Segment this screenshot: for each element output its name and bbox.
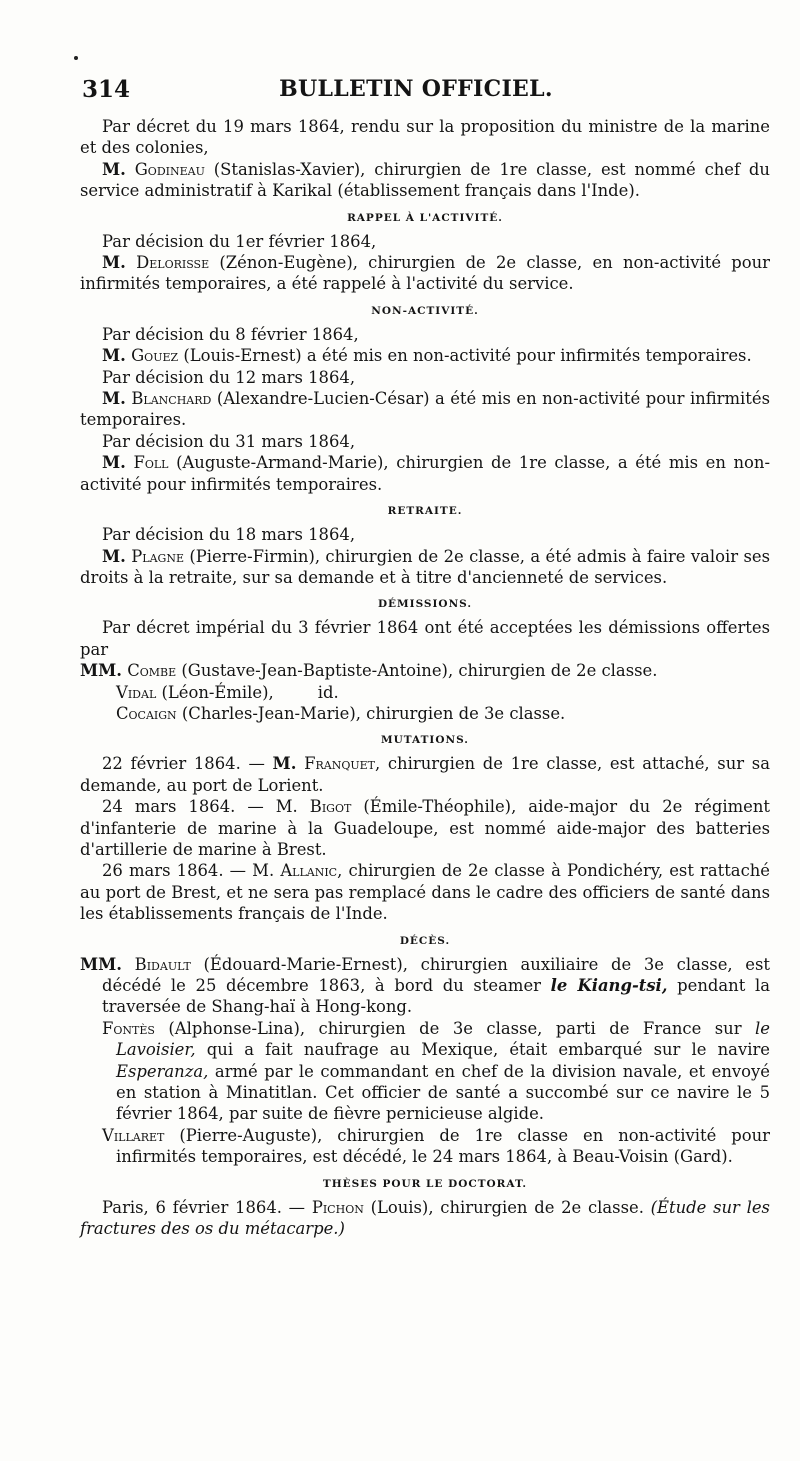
non-activite-entry-2: M. Blanchard (Alexandre-Lucien-César) a été mis en non-activité pour infirmités temporaires. [80,389,770,430]
demissions-decree: Par décret impérial du 3 février 1864 ont été acceptées les démissions offertes par [80,618,770,659]
deces-entry-3: Villaret (Pierre-Auguste), chirurgien de 1re classe en non-activité pour infirmités temporaires, est décédé, le 24 mars 1864, à Beau-Voisin (Gard). [102,1125,770,1167]
section-title-theses: THÈSES POUR LE DOCTORAT. [322,1177,528,1190]
retraite-entry: M. Plagne (Pierre-Firmin), chirurgien de 2e classe, a été admis à faire valoir ses droits à la retraite, sur sa demande et à titre d'ancienneté de services. [80,546,770,587]
section-title-mutations: MUTATIONS. [381,734,469,747]
ink-mark [74,56,78,60]
person-name: Foll [133,453,169,473]
person-name: Bigot [309,797,352,817]
running-title: BULLETIN OFFICIEL. [279,76,553,102]
person-name: Allanic, [280,861,343,881]
rappel-entry: M. Delorisse (Zénon-Eugène), chirurgien de 2e classe, en non-activité pour infirmités temporaires, a été rappelé à l'activité du service. [80,253,771,294]
person-name: Godineau [134,159,205,179]
intro-appointment: M. Godineau (Stanislas-Xavier), chirurgien de 1re classe, est nommé chef du service administratif à Karikal (établissement français dans l'Inde). [80,159,770,201]
rappel-decision: Par décision du 1er février 1864, [102,231,377,251]
person-name: Villaret [102,1125,165,1145]
person-name: Pichon [311,1197,364,1217]
section-title-retraite: RETRAITE. [387,505,463,518]
thesis-title: (Étude sur les fractures des os du métacarpe.) [80,1197,770,1239]
section-title-demissions: DÉMISSIONS. [377,598,473,611]
non-activite-decision-2: Par décision du 12 mars 1864, [102,367,356,387]
section-title-deces: DÉCÈS. [399,934,451,947]
section-title-non-activite: NON-ACTIVITÉ. [371,304,479,317]
person-name: Bidault [134,954,191,974]
these-entry: Paris, 6 février 1864. — Pichon (Louis), chirurgien de 2e classe. (Étude sur les fractures des os du métacarpe.) [80,1197,770,1239]
person-name: Vidal [116,682,157,702]
person-name: Gouez [131,346,179,366]
non-activite-entry-3: M. Foll (Auguste-Armand-Marie), chirurgien de 1re classe, a été mis en non-activité pour infirmités temporaires. [80,453,770,494]
deces-entry-2: Fontès (Alphonse-Lina), chirurgien de 3e classe, parti de France sur le Lavoisier, qui a fait naufrage au Mexique, était embarqué sur le navire Esperanza, armé par le commandant en chef de la division navale, et envoyé en station à Minatitlan. Cet officier de santé a succombé sur ce navire le 5 février 1864, par suite de fièvre pernicieuse algide. [102,1018,770,1124]
section-title-rappel: RAPPEL À L'ACTIVITÉ. [347,211,503,224]
demission-row-3: Cocaign (Charles-Jean-Marie), chirurgien de 3e classe. [116,703,566,723]
person-name: Cocaign [116,703,177,723]
non-activite-decision-3: Par décision du 31 mars 1864, [102,431,356,451]
person-name: Blanchard [131,389,212,409]
person-name: Delorisse [136,253,210,273]
ship-name: Esperanza, [116,1061,209,1081]
idem-mark: id. [317,682,339,702]
running-header [82,76,750,108]
deces-entry-1: MM. Bidault (Édouard-Marie-Ernest), chirurgien auxiliaire de 3e classe, est décédé le 25 décembre 1863, à bord du steamer le Kiang-tsi, pendant la traversée de Shang-haï à Hong-kong. [80,954,770,1017]
non-activite-decision-1: Par décision du 8 février 1864, [102,324,359,344]
person-name: Combe [127,661,177,681]
person-name: Fontès [102,1018,155,1038]
mutation-entry-1: 22 février 1864. — M. Franquet, chirurgien de 1re classe, est attaché, sur sa demande, au port de Lorient. [80,754,770,795]
ship-name: le Kiang-tsi, [550,976,668,995]
person-name: Franquet, [304,754,381,774]
body-text [80,116,770,1239]
demission-row-2: Vidal (Léon-Émile), id. [116,682,339,702]
mutation-entry-3: 26 mars 1864. — M. Allanic, chirurgien de 2e classe à Pondichéry, est rattaché au port de Brest, et ne sera pas remplacé dans le cadre des officiers de santé dans les établissements français de l'Inde. [80,861,771,924]
page-number: 314 [82,76,131,103]
person-name: Plagne [131,546,184,566]
mutation-entry-2: 24 mars 1864. — M. Bigot (Émile-Théophile), aide-major du 2e régiment d'infanterie de marine à la Guadeloupe, est nommé aide-major des batteries d'artillerie de marine à Brest. [80,797,770,859]
retraite-decision: Par décision du 18 mars 1864, [102,525,356,545]
ship-name: le Lavoisier, [116,1018,770,1060]
demission-row-1: MM. Combe (Gustave-Jean-Baptiste-Antoine), chirurgien de 2e classe. [80,661,658,681]
non-activite-entry-1: M. Gouez (Louis-Ernest) a été mis en non-activité pour infirmités temporaires. [102,346,752,366]
intro-decree: Par décret du 19 mars 1864, rendu sur la proposition du ministre de la marine et des colonies, [80,117,770,158]
